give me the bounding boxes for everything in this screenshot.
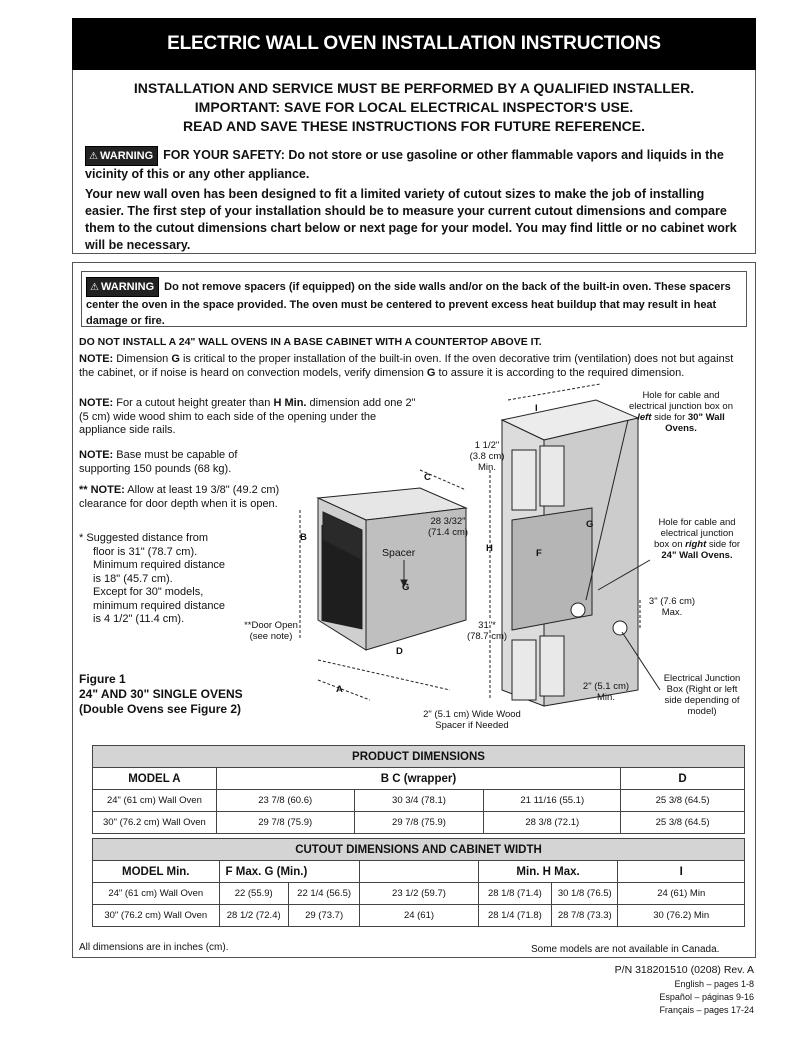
dim-i-line <box>508 384 600 400</box>
dim-a-line <box>318 680 370 700</box>
figure-caption: Figure 1 24" AND 30" SINGLE OVENS (Double Ovens see Figure 2) <box>79 672 243 716</box>
label-hole-left: Hole for cable and electrical junction box on left side for 30" Wall Ovens. <box>628 390 734 434</box>
note-base-capacity: NOTE: Base must be capable of supporting 150 pounds (68 kg). <box>79 449 238 475</box>
do-not-install-text: DO NOT INSTALL A 24" WALL OVENS IN A BASE CABINET WITH A COUNTERTOP ABOVE IT. <box>79 336 542 348</box>
col-header: Min. H Max. <box>478 861 618 883</box>
col-header: D <box>621 768 745 790</box>
col-header: MODEL A <box>93 768 217 790</box>
header-line-1: INSTALLATION AND SERVICE MUST BE PERFORMED BY A QUALIFIED INSTALLER. <box>133 80 695 96</box>
table-row: 24" (61 cm) Wall Oven 23 7/8 (60.6) 30 3/4 (78.1) 21 11/16 (55.1) 25 3/8 (64.5) <box>93 790 745 812</box>
language-french: Français – pages 17-24 <box>659 1005 754 1015</box>
warning-triangle-icon: ⚠ <box>90 282 99 293</box>
safety-paragraph: ⚠ WARNING FOR YOUR SAFETY: Do not store or use gasoline or other flammable vapors and liquids in the vicinity of this or any other appliance. <box>85 148 724 181</box>
product-dimensions-table <box>92 745 745 834</box>
cutout-dimensions-table <box>92 838 745 927</box>
table-row: 30" (76.2 cm) Wall Oven 28 1/2 (72.4) 29 (73.7) 24 (61) 28 1/4 (71.8) 28 7/8 (73.3) 30 (76.2) Min <box>93 905 745 927</box>
label-f: F <box>536 548 542 559</box>
junction-box-left <box>571 603 585 617</box>
label-dim-2: 2" (5.1 cm) Min. <box>582 681 630 703</box>
label-dim-1-5: 1 1/2" (3.8 cm) Min. <box>469 440 505 473</box>
label-door-open: **Door Open (see note) <box>244 620 298 642</box>
warning-triangle-icon: ⚠ <box>89 151 98 162</box>
language-spanish: Español – páginas 9-16 <box>659 992 754 1002</box>
note-dimension-g: NOTE: Dimension G is critical to the proper installation of the built-in oven. If the oven decorative trim (ventilation) does not but against the cabinet, or if noise is heard on convection models, verify dimension G to assure it is according to the required dimension. <box>79 353 734 379</box>
label-spacer: Spacer <box>382 547 416 559</box>
dimensions-note: All dimensions are in inches (cm). <box>79 942 229 953</box>
upper-cabinet-door <box>512 450 536 510</box>
label-i: I <box>535 403 538 414</box>
label-h: H <box>486 543 493 554</box>
warning-badge: ⚠ WARNING <box>86 277 159 297</box>
label-wood-spacer: 2" (5.1 cm) Wide Wood Spacer if Needed <box>423 709 521 731</box>
part-number: P/N 318201510 (0208) Rev. A <box>614 964 754 976</box>
label-g-oven: G <box>402 582 410 593</box>
table-row: 24" (61 cm) Wall Oven 22 (55.9) 22 1/4 (56.5) 23 1/2 (59.7) 28 1/8 (71.4) 30 1/8 (76.5) 24 (61) Min <box>93 883 745 905</box>
warning-badge: ⚠ WARNING <box>85 146 158 166</box>
col-header: F Max. G (Min.) <box>219 861 360 883</box>
label-dim-28: 28 3/32" (71.4 cm) <box>427 516 469 538</box>
label-a: A <box>336 684 343 695</box>
label-junction-box: Electrical Junction Box (Right or left side depending of model) <box>663 673 741 717</box>
table-row: 30" (76.2 cm) Wall Oven 29 7/8 (75.9) 29 7/8 (75.9) 28 3/8 (72.1) 25 3/8 (64.5) <box>93 812 745 834</box>
col-header: I <box>618 861 745 883</box>
col-header: MODEL Min. <box>93 861 220 883</box>
intro-paragraph: Your new wall oven has been designed to fit a limited variety of cutout sizes to make the job of installing easier. The first step of your installation should be to measure your current cutout dimensions and compare them to the cutout dimensions chart below or next page for your model. You may find little or no cabinet work will be necessary. <box>85 187 737 252</box>
upper-cabinet-door <box>540 446 564 506</box>
suggested-distance-note: * Suggested distance from floor is 31" (78.7 cm). Minimum required distance is 18" (45.7 cm). Except for 30" models, minimum required distance is 4 1/2" (11.4 cm). <box>79 532 226 625</box>
document-title: ELECTRIC WALL OVEN INSTALLATION INSTRUCTIONS <box>72 18 756 70</box>
header-line-3: READ AND SAVE THESE INSTRUCTIONS FOR FUTURE REFERENCE. <box>182 118 646 134</box>
note-door-depth: ** NOTE: Allow at least 19 3/8" (49.2 cm) clearance for door depth when it is open. <box>79 484 280 510</box>
spacer-warning-text: ⚠ WARNING Do not remove spacers (if equipped) on the side walls and/or on the back of the built-in oven. These spacers center the oven in the space provided. The oven must be centered to prevent excess heat buildup that may result in heat damage or fire. <box>86 277 746 329</box>
table-title: PRODUCT DIMENSIONS <box>93 746 745 768</box>
language-english: English – pages 1-8 <box>674 979 754 989</box>
header-line-2: IMPORTANT: SAVE FOR LOCAL ELECTRICAL INSPECTOR'S USE. <box>194 99 634 115</box>
junction-box-right <box>613 621 627 635</box>
label-b: B <box>300 532 307 543</box>
col-header: B C (wrapper) <box>216 768 620 790</box>
label-c: C <box>424 472 431 483</box>
label-d: D <box>396 646 403 657</box>
note-cutout-height: NOTE: For a cutout height greater than H Min. dimension add one 2" (5 cm) wide wood shim to each side of the opening under the appliance side rails. <box>79 397 416 436</box>
label-hole-right: Hole for cable and electrical junction box on right side for 24" Wall Ovens. <box>653 517 741 561</box>
label-dim-3: 3" (7.6 cm) Max. <box>648 596 696 618</box>
table-title: CUTOUT DIMENSIONS AND CABINET WIDTH <box>93 839 745 861</box>
canada-note: Some models are not available in Canada. <box>531 944 720 955</box>
label-g-cabinet: G <box>586 519 594 530</box>
lower-cabinet-door <box>540 636 564 696</box>
lower-cabinet-door <box>512 640 536 700</box>
label-dim-31: 31"* (78.7 cm) <box>466 620 508 642</box>
